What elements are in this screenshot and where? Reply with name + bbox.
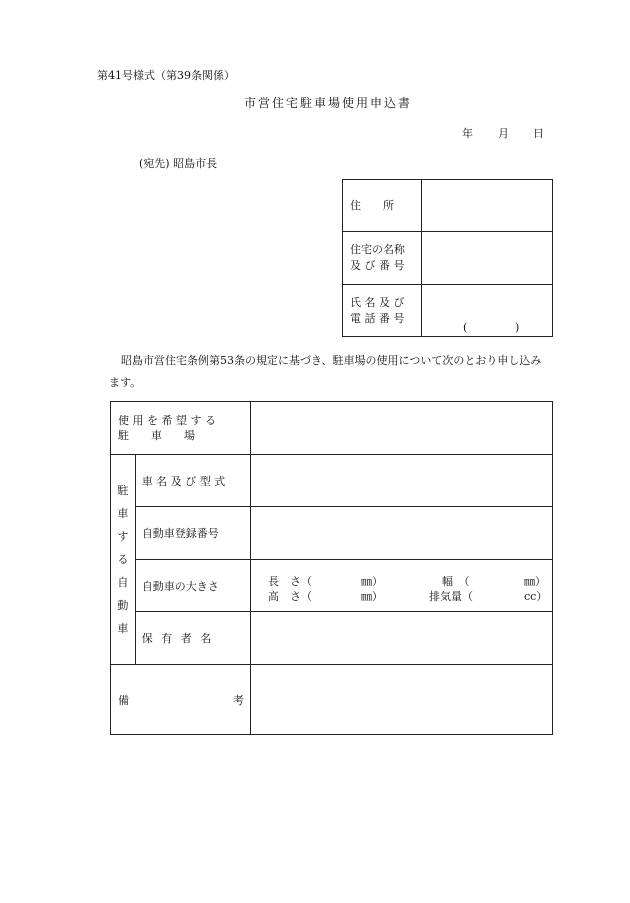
displacement-label: 排気量（ — [429, 590, 473, 603]
housing-label — [343, 232, 422, 285]
desired-parking-line1: 使 用 を 希 望 す る — [118, 414, 216, 427]
intro-line1: 昭島市営住宅条例第53条の規定に基づき、駐車場の使用について次のとおり申し込み — [121, 354, 542, 367]
registration-field[interactable] — [251, 507, 553, 560]
form-title: 市営住宅駐車場使用申込書 — [244, 96, 413, 110]
name-phone-label — [343, 285, 422, 337]
length-label: 長 さ（ — [268, 575, 312, 588]
housing-label-line2: 及 び 番 号 — [350, 259, 405, 272]
vertical-char: 駐 — [117, 484, 129, 497]
vertical-char: 車 — [117, 622, 129, 635]
displacement-unit: cc） — [524, 590, 548, 603]
car-size-field[interactable] — [251, 560, 553, 612]
desired-parking-label — [111, 402, 251, 455]
housing-label-line1: 住宅の名称 — [350, 243, 405, 256]
remarks-char-1: 備 — [118, 693, 129, 707]
phone-close-paren: ) — [515, 321, 520, 334]
address-label: 住 所 — [343, 180, 422, 232]
car-model-field[interactable] — [251, 455, 553, 507]
date-day: 日 — [533, 127, 544, 140]
registration-label: 自動車登録番号 — [135, 507, 250, 560]
height-label: 高 さ（ — [268, 590, 312, 603]
name-phone-field[interactable] — [422, 285, 553, 337]
addressee: (宛先) 昭島市長 — [139, 157, 218, 170]
intro-line2: ます。 — [109, 376, 142, 389]
parking-car-label — [111, 455, 136, 665]
desired-parking-line2: 駐 車 場 — [118, 429, 195, 442]
vertical-char: 車 — [117, 507, 129, 520]
car-model-label: 車 名 及 び 型 式 — [135, 455, 250, 507]
name-phone-label-line1: 氏 名 及 び — [350, 295, 405, 309]
remarks-field[interactable] — [251, 665, 553, 735]
width-unit: ㎜） — [524, 575, 546, 588]
height-unit: ㎜） — [361, 590, 383, 603]
address-field[interactable] — [422, 180, 553, 232]
form-number: 第41号様式（第39条関係） — [97, 69, 235, 82]
housing-field[interactable] — [422, 232, 553, 285]
length-unit: ㎜） — [361, 575, 383, 588]
remarks-label — [111, 665, 251, 735]
vertical-char: す — [117, 530, 129, 543]
date-year: 年 — [462, 127, 473, 140]
vertical-char: る — [117, 553, 129, 566]
applicant-table — [342, 179, 553, 337]
usage-table — [110, 401, 553, 735]
vertical-char: 動 — [117, 599, 129, 612]
owner-field[interactable] — [251, 612, 553, 665]
name-phone-label-line2: 電 話 番 号 — [350, 311, 405, 325]
phone-open-paren: ( — [463, 321, 468, 334]
width-label: 幅 （ — [442, 575, 470, 588]
vertical-char: 自 — [117, 576, 129, 589]
desired-parking-field[interactable] — [251, 402, 553, 455]
remarks-char-2: 考 — [233, 693, 244, 707]
owner-label: 保 有 者 名 — [135, 612, 250, 665]
date-month: 月 — [498, 127, 509, 140]
car-size-label: 自動車の大きさ — [135, 560, 250, 612]
